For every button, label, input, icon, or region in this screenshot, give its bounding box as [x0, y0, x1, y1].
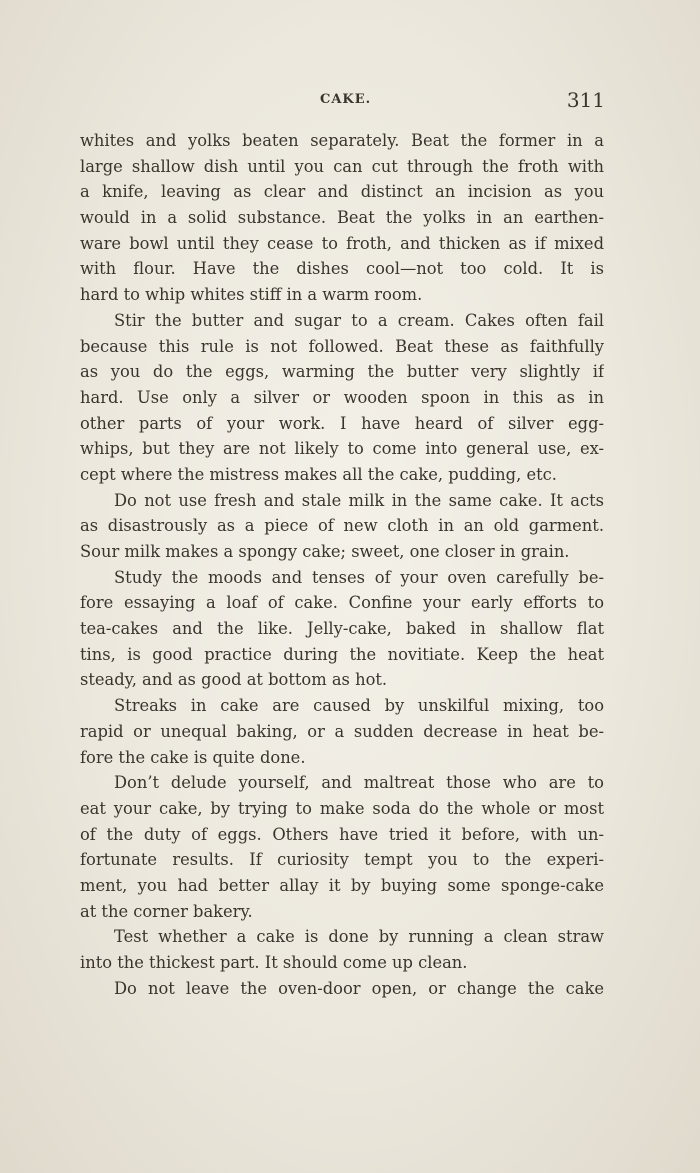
text-line: hard to whip whites stiff in a warm room. [80, 285, 423, 305]
text-line: would in a solid substance. Beat the yolks in an earthen- [80, 208, 604, 228]
text-line: whites and yolks beaten separately. Beat the former in a [80, 131, 604, 150]
text-line: whips, but they are not likely to come into general use, ex- [80, 439, 604, 459]
text-line: tins, is good practice during the novitiate. Keep the heat [80, 644, 604, 664]
text-line: other parts of your work. I have heard of silver egg- [80, 413, 604, 433]
running-head: CAKE. [320, 92, 372, 107]
text-line: ware bowl until they cease to froth, and thicken as if mixed [80, 233, 604, 253]
text-line: of the duty of eggs. Others have tried it before, with un- [80, 824, 604, 844]
body-text [80, 128, 604, 1001]
text-line: into the thickest part. It should come up clean. [80, 953, 468, 972]
text-line: Streaks in cake are caused by unskilful mixing, too [114, 696, 604, 716]
page-number: 311 [566, 88, 605, 112]
text-line: tea-cakes and the like. Jelly-cake, baked in shallow flat [80, 619, 604, 639]
text-line: Test whether a cake is done by running a clean straw [114, 927, 604, 947]
text-line: hard. Use only a silver or wooden spoon in this as in [80, 387, 604, 407]
text-line: a knife, leaving as clear and distinct an incision as you [80, 182, 604, 202]
text-line: Do not use fresh and stale milk in the same cake. It acts [114, 490, 604, 510]
text-line: as disastrously as a piece of new cloth in an old garment. [80, 516, 604, 536]
text-line: because this rule is not followed. Beat these as faithfully [80, 336, 604, 356]
text-line: Don’t delude yourself, and maltreat those who are to [114, 773, 604, 793]
text-line: eat your cake, by trying to make soda do the whole or most [80, 798, 604, 818]
text-line: fore essaying a loaf of cake. Confine your early efforts to [80, 593, 604, 613]
text-line: large shallow dish until you can cut through the froth with [80, 156, 604, 176]
text-line: ment, you had better allay it by buying some sponge-cake [80, 875, 604, 895]
text-line: cept where the mistress makes all the cake, pudding, etc. [80, 464, 557, 484]
text-line: fortunate results. If curiosity tempt you to the experi- [80, 850, 604, 870]
page-header [80, 88, 605, 118]
text-line: Do not leave the oven-door open, or change the cake [114, 978, 604, 998]
text-line: Sour milk makes a spongy cake; sweet, one closer in grain. [80, 542, 570, 561]
text-line: fore the cake is quite done. [80, 747, 306, 767]
text-line: at the corner bakery. [80, 901, 253, 921]
text-line: as you do the eggs, warming the butter very slightly if [80, 362, 604, 382]
text-line: rapid or unequal baking, or a sudden decrease in heat be- [80, 721, 604, 741]
text-line: Study the moods and tenses of your oven carefully be- [114, 567, 604, 587]
text-line: Stir the butter and sugar to a cream. Cakes often fail [114, 310, 604, 330]
text-line: steady, and as good at bottom as hot. [80, 670, 388, 690]
text-line: with flour. Have the dishes cool—not too cold. It is [80, 259, 604, 279]
